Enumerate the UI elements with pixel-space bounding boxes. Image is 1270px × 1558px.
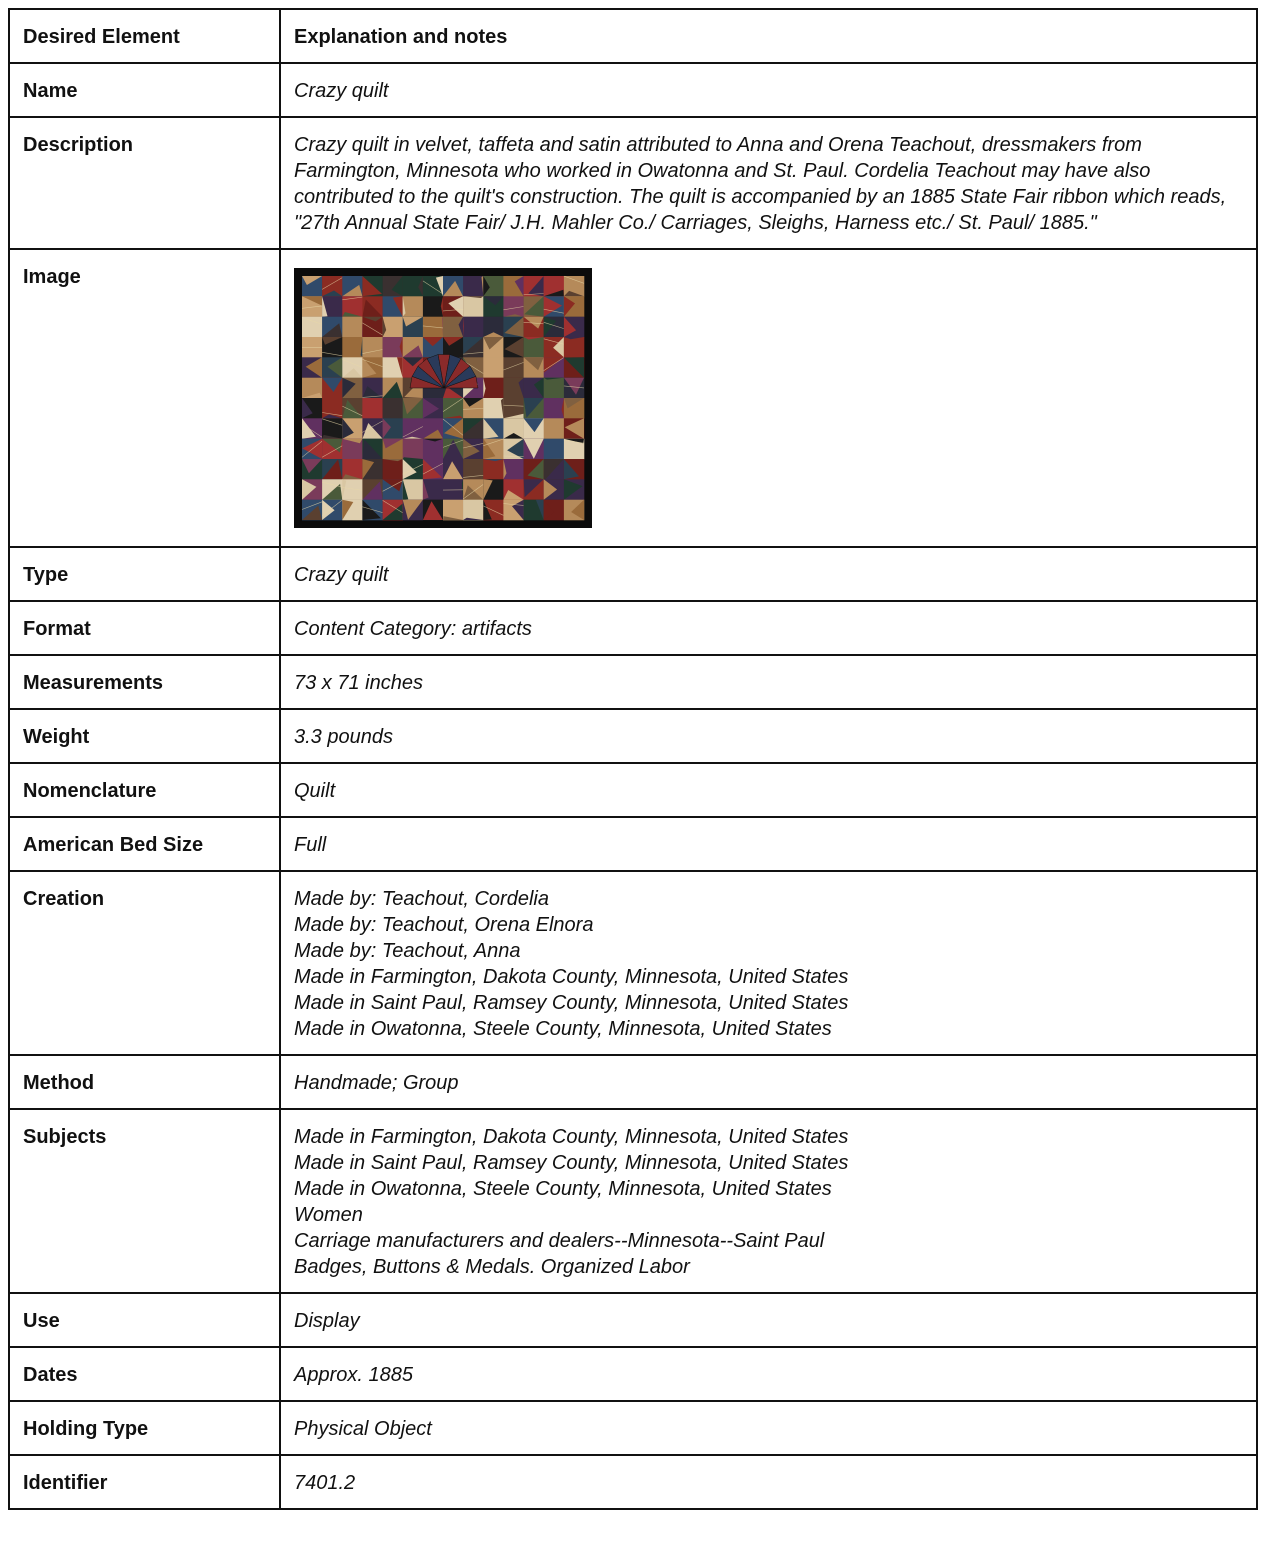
label-name: Name [9,63,280,117]
metadata-table [8,8,1258,1510]
row-type [9,547,1257,601]
label-creation: Creation [9,871,280,1055]
label-holding-type: Holding Type [9,1401,280,1455]
row-weight [9,709,1257,763]
value-use: Display [280,1293,1257,1347]
value-identifier: 7401.2 [280,1455,1257,1509]
value-format: Content Category: artifacts [280,601,1257,655]
value-weight: 3.3 pounds [280,709,1257,763]
value-nomenclature: Quilt [280,763,1257,817]
label-type: Type [9,547,280,601]
label-use: Use [9,1293,280,1347]
subject-line: Carriage manufacturers and dealers--Minnesota--Saint Paul [294,1230,825,1252]
row-holding-type [9,1401,1257,1455]
row-bed-size [9,817,1257,871]
header-element: Desired Element [9,9,280,63]
header-row [9,9,1257,63]
label-format: Format [9,601,280,655]
label-image: Image [9,249,280,547]
value-method: Handmade; Group [280,1055,1257,1109]
row-identifier [9,1455,1257,1509]
row-creation [9,871,1257,1055]
row-image [9,249,1257,547]
creation-line: Made in Saint Paul, Ramsey County, Minnesota, United States [294,992,849,1014]
label-nomenclature: Nomenclature [9,763,280,817]
row-dates [9,1347,1257,1401]
value-holding-type: Physical Object [280,1401,1257,1455]
row-format [9,601,1257,655]
subject-line: Badges, Buttons & Medals. Organized Labor [294,1256,690,1278]
creation-line: Made by: Teachout, Anna [294,940,521,962]
subject-line: Made in Farmington, Dakota County, Minnesota, United States [294,1126,849,1148]
value-dates: Approx. 1885 [280,1347,1257,1401]
row-subjects [9,1109,1257,1293]
label-identifier: Identifier [9,1455,280,1509]
label-method: Method [9,1055,280,1109]
creation-line: Made by: Teachout, Cordelia [294,888,549,910]
creation-line: Made by: Teachout, Orena Elnora [294,914,594,936]
subject-line: Women [294,1204,363,1226]
row-name [9,63,1257,117]
quilt-image [294,268,592,528]
label-description: Description [9,117,280,249]
value-description: Crazy quilt in velvet, taffeta and satin attributed to Anna and Orena Teachout, dressmakers from Farmington, Minnesota who worked in Owatonna and St. Paul. Cordelia Teachout may have also contributed to the quilt's construction. The quilt is accompanied by an 1885 State Fair ribbon which reads, "27th Annual State Fair/ J.H. Mahler Co./ Carriages, Sleighs, Harness etc./ St. Paul/ 1885." [280,117,1257,249]
row-use [9,1293,1257,1347]
row-description [9,117,1257,249]
row-method [9,1055,1257,1109]
subject-line: Made in Saint Paul, Ramsey County, Minnesota, United States [294,1152,849,1174]
creation-line: Made in Farmington, Dakota County, Minnesota, United States [294,966,849,988]
value-type: Crazy quilt [280,547,1257,601]
value-subjects [280,1109,1257,1293]
value-image [280,249,1257,547]
label-dates: Dates [9,1347,280,1401]
label-bed-size: American Bed Size [9,817,280,871]
value-name: Crazy quilt [280,63,1257,117]
value-bed-size: Full [280,817,1257,871]
creation-line: Made in Owatonna, Steele County, Minnesota, United States [294,1018,832,1040]
label-subjects: Subjects [9,1109,280,1293]
subject-line: Made in Owatonna, Steele County, Minnesota, United States [294,1178,832,1200]
row-nomenclature [9,763,1257,817]
header-notes: Explanation and notes [280,9,1257,63]
value-creation [280,871,1257,1055]
value-measurements: 73 x 71 inches [280,655,1257,709]
label-measurements: Measurements [9,655,280,709]
row-measurements [9,655,1257,709]
label-weight: Weight [9,709,280,763]
